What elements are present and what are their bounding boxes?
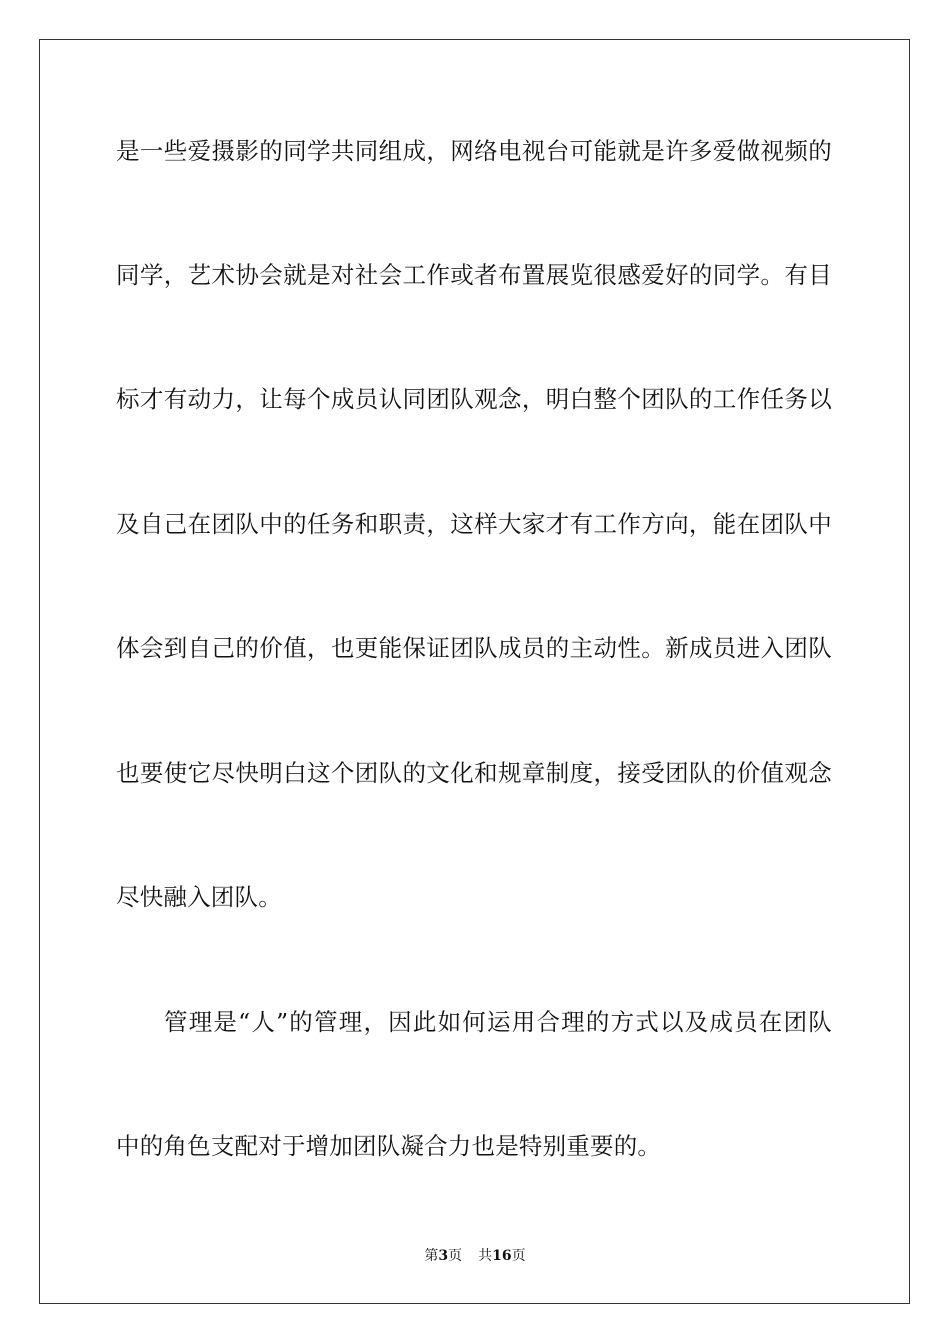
page-border	[39, 39, 910, 1304]
paragraph-line-1: 是一些爱摄影的同学共同组成，网络电视台可能就是许多爱做视频的	[116, 137, 832, 165]
paragraph-line-7: 尽快融入团队。	[116, 883, 282, 911]
paragraph-line-9: 中的角色支配对于增加团队凝合力也是特别重要的。	[116, 1132, 662, 1160]
paragraph-line-8: 管理是“人”的管理，因此如何运用合理的方式以及成员在团队	[164, 1008, 832, 1036]
page-number: 3	[438, 1248, 449, 1264]
total-suffix: 页	[511, 1248, 526, 1264]
page-prefix: 第	[424, 1248, 439, 1264]
paragraph-line-4: 及自己在团队中的任务和职责，这样大家才有工作方向，能在团队中	[116, 510, 832, 538]
page-suffix: 页	[448, 1248, 463, 1264]
page-footer	[0, 1247, 950, 1265]
paragraph-line-2: 同学，艺术协会就是对社会工作或者布置展览很感爱好的同学。有目	[116, 261, 832, 289]
paragraph-line-3: 标才有动力，让每个成员认同团队观念，明白整个团队的工作任务以	[116, 385, 832, 413]
total-pages-number: 16	[492, 1248, 512, 1264]
paragraph-line-6: 也要使它尽快明白这个团队的文化和规章制度，接受团队的价值观念	[116, 759, 832, 787]
paragraph-line-5: 体会到自己的价值，也更能保证团队成员的主动性。新成员进入团队	[116, 634, 832, 662]
total-prefix: 共	[478, 1248, 493, 1264]
